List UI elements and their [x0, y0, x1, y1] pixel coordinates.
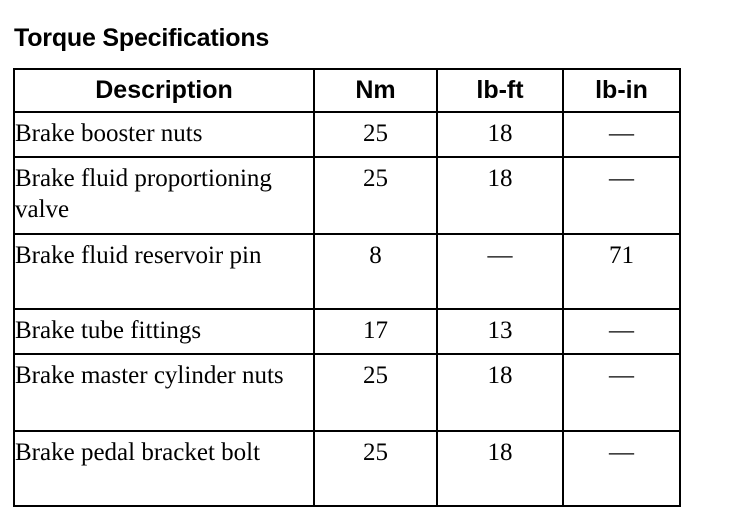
nm-cell: 25: [314, 112, 437, 157]
column-header-lb-in: lb-in: [563, 69, 680, 112]
table-row: [14, 112, 680, 157]
description-cell: Brake tube fittings: [14, 309, 314, 354]
torque-spec-table: [13, 68, 681, 507]
lb-ft-cell: 18: [437, 354, 563, 431]
page-title: Torque Specifications: [14, 24, 270, 52]
table-row: [14, 309, 680, 354]
lb-in-cell: —: [563, 354, 680, 431]
lb-in-cell: —: [563, 112, 680, 157]
lb-in-cell: 71: [563, 234, 680, 309]
table-header-row: [14, 69, 680, 112]
lb-ft-cell: 18: [437, 112, 563, 157]
table-row: [14, 431, 680, 506]
lb-ft-cell: 13: [437, 309, 563, 354]
description-cell: Brake booster nuts: [14, 112, 314, 157]
lb-ft-cell: 18: [437, 157, 563, 234]
column-header-description: Description: [14, 69, 314, 112]
description-cell: Brake fluid reservoir pin: [14, 234, 314, 309]
description-cell: Brake master cylinder nuts: [14, 354, 314, 431]
lb-in-cell: —: [563, 157, 680, 234]
lb-in-cell: —: [563, 431, 680, 506]
table-row: [14, 157, 680, 234]
lb-in-cell: —: [563, 309, 680, 354]
nm-cell: 25: [314, 431, 437, 506]
nm-cell: 8: [314, 234, 437, 309]
lb-ft-cell: 18: [437, 431, 563, 506]
column-header-nm: Nm: [314, 69, 437, 112]
table-row: [14, 234, 680, 309]
description-cell: Brake pedal bracket bolt: [14, 431, 314, 506]
nm-cell: 25: [314, 354, 437, 431]
nm-cell: 25: [314, 157, 437, 234]
table-row: [14, 354, 680, 431]
column-header-lb-ft: lb-ft: [437, 69, 563, 112]
lb-ft-cell: —: [437, 234, 563, 309]
description-cell: Brake fluid proportioning valve: [14, 157, 314, 234]
nm-cell: 17: [314, 309, 437, 354]
